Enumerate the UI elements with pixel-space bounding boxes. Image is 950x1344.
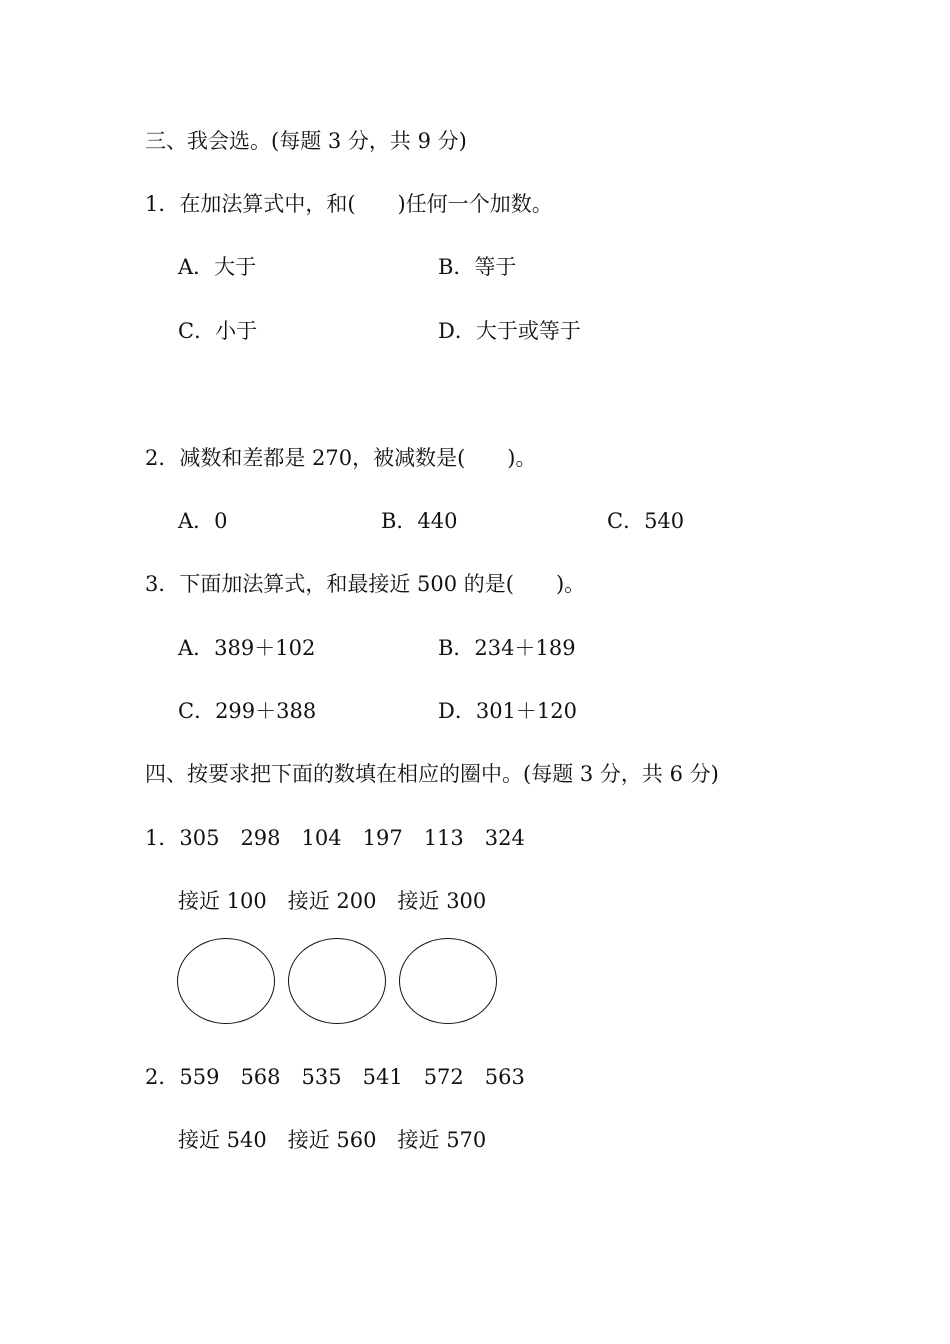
q3-option-a: A．389＋102 xyxy=(178,636,316,660)
s4-q1-numbers: 1．305 298 104 197 113 324 xyxy=(145,826,525,850)
answer-circle-1[interactable] xyxy=(177,938,275,1024)
q1-option-c: C．小于 xyxy=(178,319,258,343)
q1-option-b: B．等于 xyxy=(438,255,517,279)
section4-heading: 四、按要求把下面的数填在相应的圈中。(每题 3 分，共 6 分) xyxy=(145,762,719,786)
q1-stem: 1．在加法算式中，和( )任何一个加数。 xyxy=(145,192,553,216)
s4-q2-numbers: 2．559 568 535 541 572 563 xyxy=(145,1065,525,1089)
q2-option-c: C．540 xyxy=(607,509,685,533)
s4-q2-labels: 接近 540 接近 560 接近 570 xyxy=(178,1128,487,1152)
q2-stem: 2．减数和差都是 270，被减数是( )。 xyxy=(145,446,537,470)
q2-option-b: B．440 xyxy=(381,509,458,533)
s4-q1-labels: 接近 100 接近 200 接近 300 xyxy=(178,889,487,913)
q3-option-c: C．299＋388 xyxy=(178,699,317,723)
q3-option-b: B．234＋189 xyxy=(438,636,576,660)
q3-stem: 3．下面加法算式，和最接近 500 的是( )。 xyxy=(145,572,586,596)
answer-circle-3[interactable] xyxy=(399,938,497,1024)
q3-option-d: D．301＋120 xyxy=(438,699,578,723)
answer-circle-2[interactable] xyxy=(288,938,386,1024)
q2-option-a: A．0 xyxy=(178,509,228,533)
q1-option-d: D．大于或等于 xyxy=(438,319,581,343)
section3-heading: 三、我会选。(每题 3 分，共 9 分) xyxy=(145,129,467,153)
q1-option-a: A．大于 xyxy=(178,255,257,279)
